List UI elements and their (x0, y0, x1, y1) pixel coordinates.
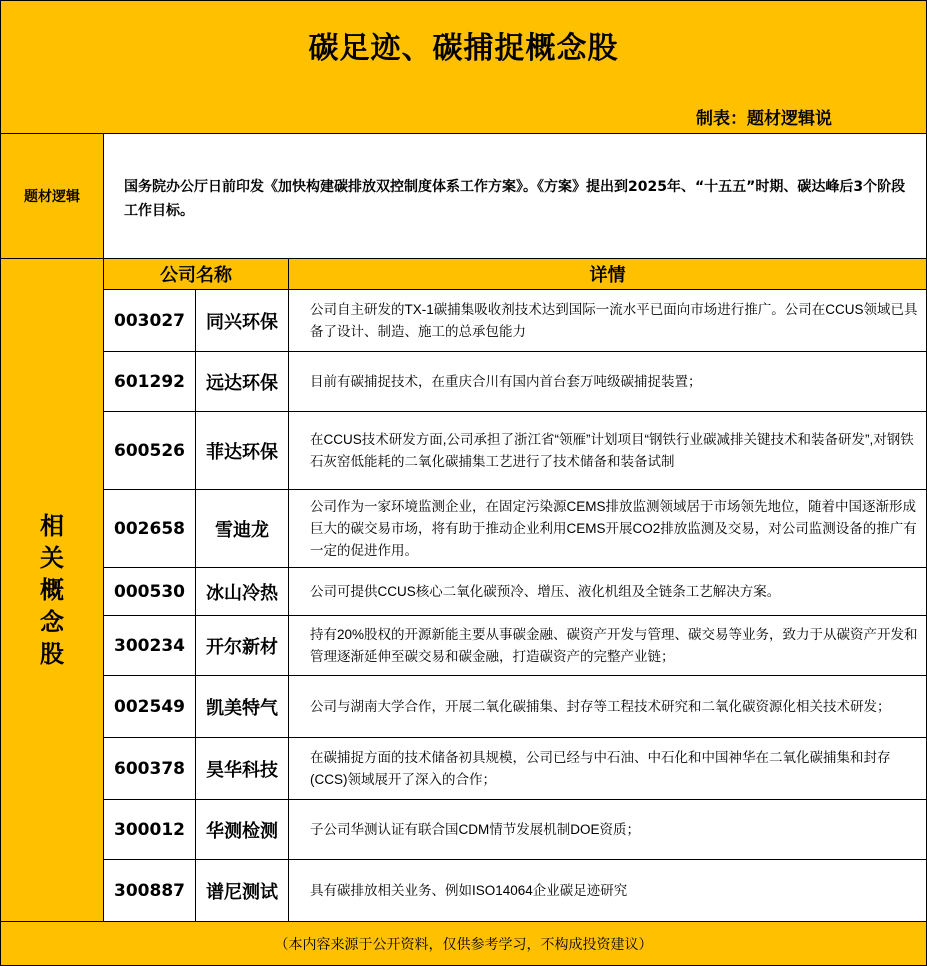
stock-name: 凯美特气 (196, 676, 289, 737)
header-company: 公司名称 (104, 259, 289, 290)
table-row (104, 616, 927, 676)
header-detail: 详情 (289, 259, 927, 290)
stock-detail: 公司自主研发的TX-1碳捕集吸收剂技术达到国际一流水平已面向市场进行推广。公司在CCUS领域已具备了设计、制造、施工的总承包能力 (289, 290, 927, 351)
table-row (104, 800, 927, 860)
stock-name: 开尔新材 (196, 616, 289, 675)
stock-detail: 在CCUS技术研发方面,公司承担了浙江省“领雁”计划项目“钢铁行业碳减排关键技术和装备研发”,对钢铁石灰窑低能耗的二氧化碳捕集工艺进行了技术储备和装备试制 (289, 412, 927, 489)
stock-code: 003027 (104, 290, 196, 351)
table-row (104, 490, 927, 568)
table-row (104, 290, 927, 352)
stock-detail: 持有20%股权的开源新能主要从事碳金融、碳资产开发与管理、碳交易等业务，致力于从碳资产开发和管理逐渐延伸至碳交易和碳金融，打造碳资产的完整产业链； (289, 616, 927, 675)
stock-name: 冰山冷热 (196, 568, 289, 615)
table-row (104, 412, 927, 490)
stock-name: 远达环保 (196, 352, 289, 411)
stock-detail: 目前有碳捕捉技术，在重庆合川有国内首台套万吨级碳捕捉装置； (289, 352, 927, 411)
stock-detail: 公司可提供CCUS核心二氧化碳预冷、增压、液化机组及全链条工艺解决方案。 (289, 568, 927, 615)
stock-code: 300012 (104, 800, 196, 859)
stock-detail: 公司与湖南大学合作，开展二氧化碳捕集、封存等工程技术研究和二氧化碳资源化相关技术研发； (289, 676, 927, 737)
table-row (104, 860, 927, 922)
stock-name: 菲达环保 (196, 412, 289, 489)
stock-code: 300234 (104, 616, 196, 675)
logic-text: 国务院办公厅日前印发《加快构建碳排放双控制度体系工作方案》。《方案》提出到2025年、“十五五”时期、碳达峰后3个阶段工作目标。 (104, 134, 927, 259)
disclaimer-footer: （本内容来源于公开资料，仅供参考学习，不构成投资建议） (0, 922, 927, 966)
stock-name: 雪迪龙 (196, 490, 289, 567)
stock-name: 同兴环保 (196, 290, 289, 351)
related-stocks-label-text: 相关概念股 (40, 512, 64, 668)
stock-name: 华测检测 (196, 800, 289, 859)
maker-credit: 制表：题材逻辑说 (696, 109, 832, 129)
stock-code: 600378 (104, 738, 196, 799)
related-stocks-label (0, 259, 104, 922)
stock-code: 601292 (104, 352, 196, 411)
title-block (0, 0, 927, 134)
stock-code: 600526 (104, 412, 196, 489)
stock-detail: 在碳捕捉方面的技术储备初具规模，公司已经与中石油、中石化和中国神华在二氧化碳捕集和封存(CCS)领域展开了深入的合作； (289, 738, 927, 799)
table-row (104, 738, 927, 800)
stock-code: 002658 (104, 490, 196, 567)
stock-detail: 子公司华测认证有联合国CDM情节发展机制DOE资质； (289, 800, 927, 859)
table-row (104, 676, 927, 738)
table-row (104, 352, 927, 412)
stock-detail: 具有碳排放相关业务、例如ISO14064企业碳足迹研究 (289, 860, 927, 921)
stock-detail: 公司作为一家环境监测企业，在固定污染源CEMS排放监测领域居于市场领先地位，随着中国逐渐形成巨大的碳交易市场，将有助于推动企业利用CEMS开展CO2排放监测及交易，对公司监测设备的推广有一定的促进作用。 (289, 490, 927, 567)
table-row (104, 568, 927, 616)
logic-label: 题材逻辑 (0, 134, 104, 259)
stock-name: 昊华科技 (196, 738, 289, 799)
stock-code: 300887 (104, 860, 196, 921)
stock-code: 000530 (104, 568, 196, 615)
page-title: 碳足迹、碳捕捉概念股 (308, 31, 619, 66)
stock-code: 002549 (104, 676, 196, 737)
stock-name: 谱尼测试 (196, 860, 289, 921)
